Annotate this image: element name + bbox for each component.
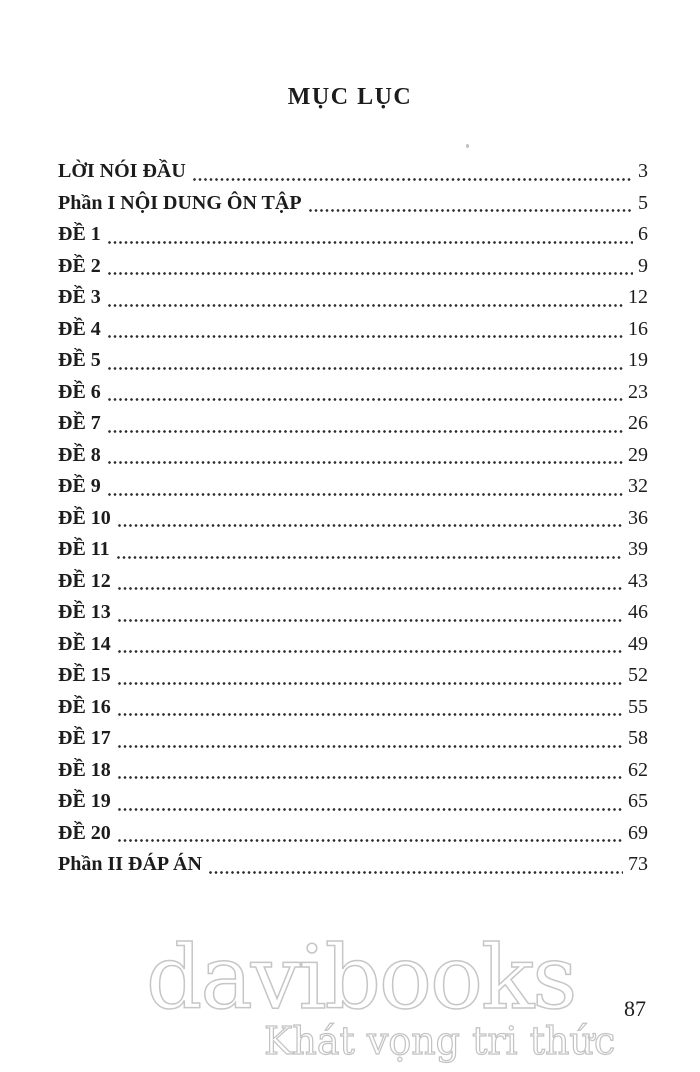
- toc-entry: [58, 566, 648, 598]
- toc-leader-dots: [118, 713, 623, 716]
- toc-entry-page: 16: [628, 317, 648, 340]
- toc-entry-page: 46: [628, 601, 648, 623]
- toc-entry-label: ĐỀ 10: [58, 506, 111, 529]
- toc-entry-label: ĐỀ 13: [58, 601, 111, 623]
- toc-entry: [58, 503, 648, 535]
- toc-leader-dots: [118, 776, 623, 779]
- toc-entry: [58, 251, 648, 283]
- toc-leader-dots: [118, 587, 623, 590]
- toc-entry: [58, 818, 648, 850]
- toc-entry: [58, 755, 648, 787]
- toc-entry: [58, 377, 648, 409]
- toc-entry-label: ĐỀ 1: [58, 223, 101, 245]
- toc-entry-label: Phần II ĐÁP ÁN: [58, 853, 202, 875]
- toc-entry-page: 49: [628, 632, 648, 655]
- toc-leader-dots: [118, 839, 623, 842]
- toc-entry: [58, 188, 648, 220]
- toc-entry-label: LỜI NÓI ĐẦU: [58, 160, 186, 182]
- toc-entry-label: ĐỀ 4: [58, 317, 101, 340]
- toc-leader-dots: [108, 461, 623, 464]
- toc-entry-page: 36: [628, 506, 648, 529]
- toc-entry-label: ĐỀ 5: [58, 349, 101, 371]
- toc-entry-label: ĐỀ 12: [58, 569, 111, 592]
- toc-entry-page: 32: [628, 475, 648, 497]
- toc-leader-dots: [108, 272, 633, 275]
- scan-speck: [466, 144, 469, 148]
- toc-entry: [58, 849, 648, 881]
- toc-entry-page: 9: [638, 254, 648, 277]
- toc-leader-dots: [117, 556, 623, 559]
- toc-entry-page: 65: [628, 790, 648, 812]
- toc-entry-label: ĐỀ 16: [58, 695, 111, 718]
- toc-leader-dots: [108, 335, 623, 338]
- toc-leader-dots: [118, 682, 623, 685]
- toc-entry-page: 55: [628, 695, 648, 718]
- toc-entry-label: ĐỀ 6: [58, 380, 101, 403]
- page-number: 87: [624, 996, 646, 1021]
- toc-entry: [58, 597, 648, 629]
- toc-leader-dots: [118, 650, 623, 653]
- toc-entry: [58, 408, 648, 440]
- toc-entry-label: ĐỀ 2: [58, 254, 101, 277]
- toc-leader-dots: [108, 430, 623, 433]
- watermark-slogan: Khát vọng tri thức: [264, 1019, 616, 1063]
- toc-entry-page: 39: [628, 538, 648, 560]
- toc-leader-dots: [118, 745, 623, 748]
- toc-entry-label: ĐỀ 20: [58, 821, 111, 844]
- toc-entry-label: ĐỀ 8: [58, 443, 101, 466]
- toc-entry-label: ĐỀ 11: [58, 538, 110, 560]
- toc-entry: [58, 156, 648, 188]
- toc-entry-page: 29: [628, 443, 648, 466]
- toc-entry-page: 23: [628, 380, 648, 403]
- toc-entry-page: 52: [628, 664, 648, 686]
- toc-entry: [58, 471, 648, 503]
- toc-entry-page: 12: [628, 286, 648, 308]
- toc-leader-dots: [309, 209, 633, 212]
- toc-leader-dots: [118, 808, 623, 811]
- toc-entry-page: 3: [638, 160, 648, 182]
- toc-entry: [58, 660, 648, 692]
- toc-entry-label: ĐỀ 18: [58, 758, 111, 781]
- toc-leader-dots: [193, 178, 633, 181]
- toc-entry-page: 6: [638, 223, 648, 245]
- toc-entry-page: 5: [638, 191, 648, 214]
- toc-leader-dots: [118, 524, 623, 527]
- page-title: MỤC LỤC: [287, 84, 413, 110]
- toc-entry: [58, 629, 648, 661]
- toc-entry: [58, 440, 648, 472]
- toc-entry-page: 58: [628, 727, 648, 749]
- toc-entry-label: ĐỀ 19: [58, 790, 111, 812]
- toc-leader-dots: [118, 619, 623, 622]
- toc-entry-page: 62: [628, 758, 648, 781]
- toc-leader-dots: [108, 493, 623, 496]
- toc-entry-page: 43: [628, 569, 648, 592]
- toc-entry-label: ĐỀ 15: [58, 664, 111, 686]
- toc-entry-page: 26: [628, 412, 648, 434]
- toc-entry: [58, 345, 648, 377]
- toc-entry-label: ĐỀ 9: [58, 475, 101, 497]
- toc-leader-dots: [108, 304, 623, 307]
- toc-entry-page: 69: [628, 821, 648, 844]
- table-of-contents: [58, 156, 648, 881]
- toc-entry: [58, 534, 648, 566]
- toc-entry: [58, 786, 648, 818]
- toc-entry-label: ĐỀ 3: [58, 286, 101, 308]
- toc-entry: [58, 282, 648, 314]
- toc-leader-dots: [108, 241, 633, 244]
- toc-entry: [58, 314, 648, 346]
- toc-entry-label: Phần I NỘI DUNG ÔN TẬP: [58, 191, 302, 214]
- toc-entry-page: 19: [628, 349, 648, 371]
- toc-leader-dots: [108, 367, 623, 370]
- toc-entry-label: ĐỀ 7: [58, 412, 101, 434]
- watermark-brand: davibooks: [146, 926, 576, 1029]
- toc-entry: [58, 692, 648, 724]
- toc-leader-dots: [108, 398, 623, 401]
- toc-leader-dots: [209, 871, 623, 874]
- toc-entry-label: ĐỀ 14: [58, 632, 111, 655]
- toc-entry-page: 73: [628, 853, 648, 875]
- toc-entry: [58, 723, 648, 755]
- toc-entry: [58, 219, 648, 251]
- toc-entry-label: ĐỀ 17: [58, 727, 111, 749]
